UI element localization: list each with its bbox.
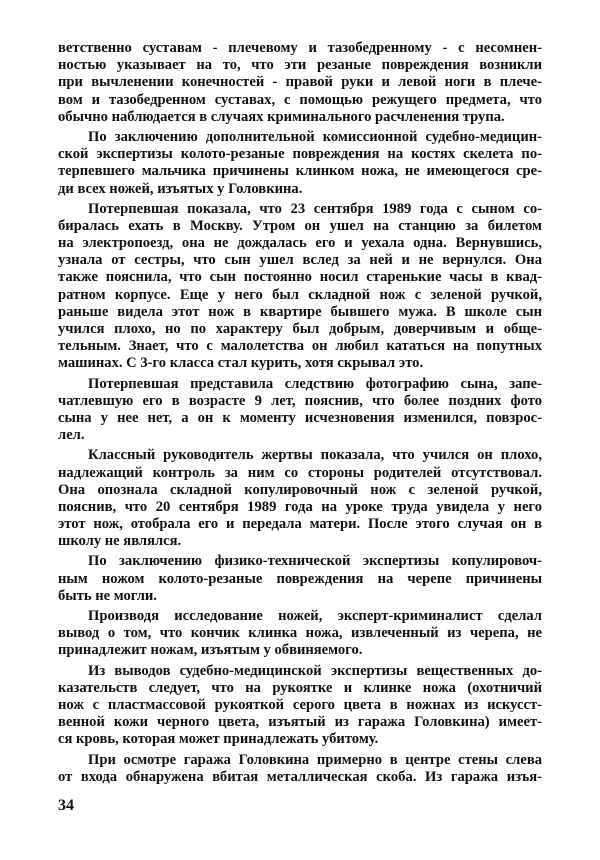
text-line: надлежащий контроль за ним со стороны родителей отсутствовал.: [58, 464, 542, 481]
text-line: По заключению дополнительной комиссионной судебно-медицин-: [88, 128, 542, 145]
paragraph: [58, 129, 542, 198]
page-number: 34: [58, 797, 74, 814]
text-line: на электропоезд, она не дождалась его и уехала одна. Вернувшись,: [58, 235, 542, 252]
text-line: Классный руководитель жертвы показала, что учился он плохо,: [88, 447, 542, 464]
paragraph: [58, 553, 542, 605]
text-line: При осмотре гаража Головкина примерно в центре стены слева: [88, 751, 542, 768]
text-line: раньше видела этот нож в квартире бывшего мужа. В школе сын: [58, 303, 542, 320]
text-line: узнала от сестры, что сын ушел вслед за ней и не вернулся. Она: [58, 252, 542, 269]
text-line: нож с пластмассовой рукояткой серого цвета в ножнах из искусст-: [58, 696, 542, 713]
text-line: ветственно суставам - плечевому и тазобедренному - с несомнен-: [58, 40, 542, 56]
paragraph: [58, 447, 542, 550]
text-line: По заключению физико-технической экспертизы копулировоч-: [88, 553, 542, 570]
page-body: [58, 40, 542, 786]
paragraph: [58, 663, 542, 749]
text-line: быть не могли.: [58, 587, 157, 604]
text-line: обычно наблюдается в случаях криминального расчленения трупа.: [58, 108, 505, 125]
text-line: школу не являлся.: [58, 533, 182, 550]
text-line: пояснив, что 20 сентября 1989 года на уроке труда увидела у него: [58, 498, 542, 515]
text-line: венной кожи черного цвета, изъятый из гаража Головкина) имеет-: [58, 714, 542, 731]
text-line: принадлежит ножам, изъятым у обвиняемого.: [58, 642, 363, 659]
text-line: ратном корпусе. Еще у него был складной нож с зеленой ручкой,: [58, 286, 542, 303]
text-line: учился плохо, но по характеру был добрым, доверчивым и обще-: [58, 321, 542, 337]
text-line: ди всех ножей, изъятых у Головкина.: [58, 180, 303, 197]
text-line: лел.: [58, 427, 85, 444]
text-line: терпевшего мальчика причинены клинком ножа, не имеющегося сре-: [58, 163, 542, 180]
text-line: Потерпевшая показала, что 23 сентября 1989 года с сыном со-: [88, 200, 542, 217]
text-line: чатлевшую его в возрасте 9 лет, пояснив, что более поздних фото: [58, 392, 542, 409]
text-line: Из выводов судебно-медицинской экспертизы вещественных до-: [88, 662, 542, 679]
paragraph: [58, 376, 542, 445]
paragraph: [58, 40, 542, 126]
text-line: ным ножом колото-резаные повреждения на черепе причинены: [58, 570, 542, 587]
text-line: этот нож, отобрала его и передала матери. После этого случая он в: [58, 516, 542, 533]
paragraph: [58, 752, 542, 786]
text-line: биралась ехать в Москву. Утром он ушел на станцию за билетом: [58, 217, 542, 234]
text-line: ской экспертизы колото-резаные повреждения на костях скелета по-: [58, 146, 542, 163]
text-line: тельным. Знает, что с малолетства он любил кататься на попутных: [58, 338, 542, 355]
text-line: Потерпевшая представила следствию фотографию сына, запе-: [88, 375, 542, 392]
paragraph: [58, 608, 542, 660]
text-line: Производя исследование ножей, эксперт-криминалист сделал: [88, 608, 542, 624]
text-line: также пояснила, что сын постоянно носил старенькие часы в квад-: [58, 269, 542, 286]
text-line: от входа обнаружена вбитая металлическая скоба. Из гаража изъя-: [58, 768, 542, 785]
text-line: вом и тазобедренном суставах, с помощью режущего предмета, что: [58, 91, 542, 108]
text-line: казательств следует, что на рукоятке и клинке ножа (охотничий: [58, 679, 542, 696]
text-line: вывод о том, что кончик клинка ножа, извлеченный из черепа, не: [58, 625, 542, 642]
text-line: машинах. С 3-го класса стал курить, хотя скрывал это.: [58, 355, 424, 372]
text-line: при вычленении конечностей - правой руки и левой ноги в плече-: [58, 74, 542, 91]
text-line: ся кровь, которая может принадлежать убитому.: [58, 731, 379, 748]
paragraph: [58, 201, 542, 373]
text-line: сына у нее нет, а он к моменту исчезновения изменился, повзрос-: [58, 409, 542, 426]
text-line: ностью указывает на то, что эти резаные повреждения возникли: [58, 57, 542, 74]
text-line: Она опознала складной копулировочный нож с зеленой ручкой,: [58, 481, 542, 498]
